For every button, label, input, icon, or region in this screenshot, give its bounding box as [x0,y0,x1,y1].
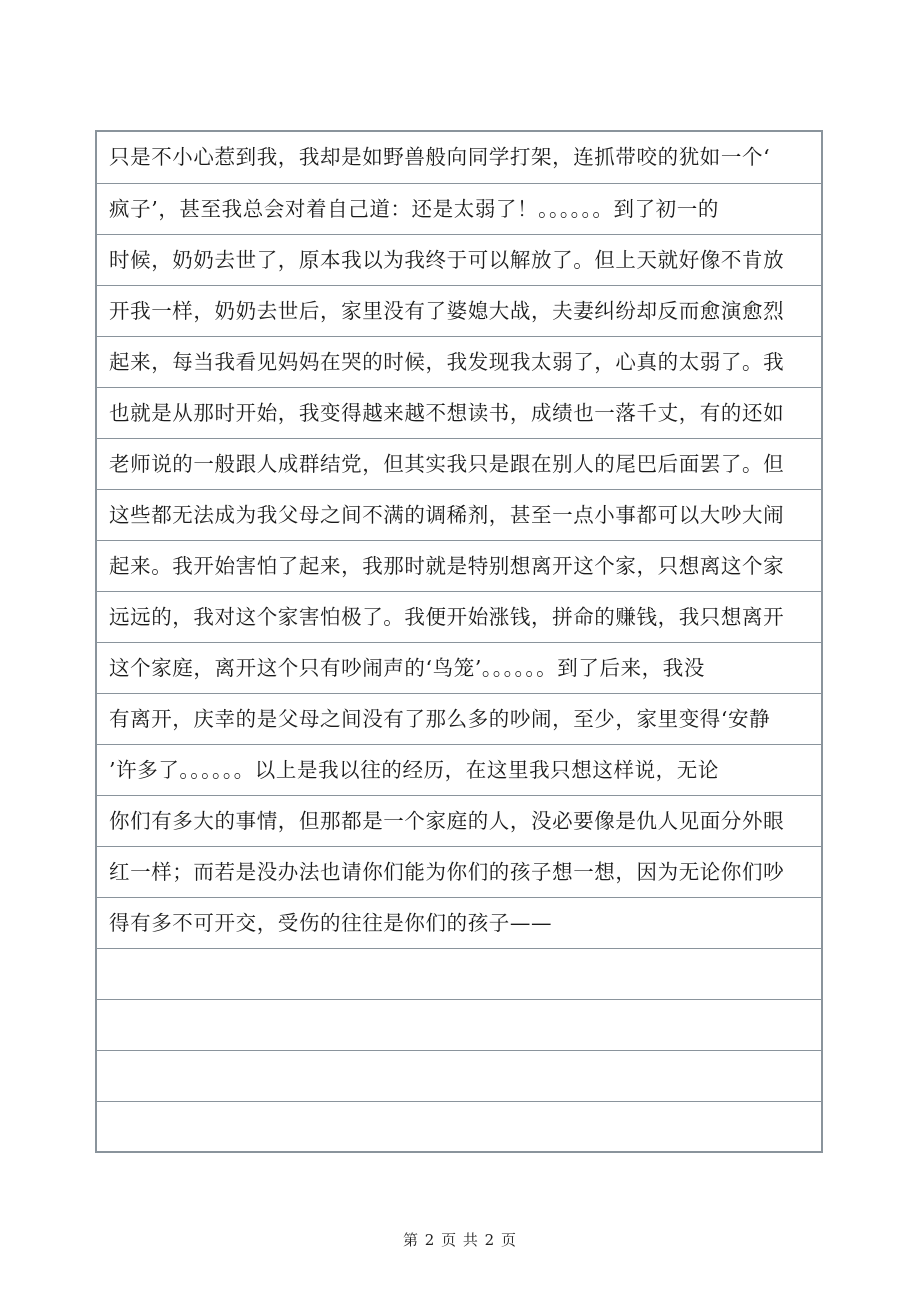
ruled-line-2 [97,183,821,234]
line-text: 疯子’，甚至我总会对着自己道：还是太弱了！。。。。。。到了初一的 [109,197,719,221]
line-text: ’许多了。。。。。。以上是我以往的经历，在这里我只想这样说，无论 [109,758,719,782]
page-number-footer: 第 2 页 共 2 页 [403,1231,517,1249]
line-text: 老师说的一般跟人成群结党，但其实我只是跟在别人的尾巴后面罢了。但 [109,452,785,476]
ruled-line-19 [97,1050,821,1101]
line-text: 只是不小心惹到我，我却是如野兽般向同学打架，连抓带咬的犹如一个‘ [109,145,771,169]
line-text: 这些都无法成为我父母之间不满的调稀剂，甚至一点小事都可以大吵大闹 [109,503,785,527]
ruled-line-15 [97,846,821,897]
ruled-writing-sheet [95,130,823,1153]
ruled-line-4 [97,285,821,336]
ruled-line-10 [97,591,821,642]
line-text: 有离开，庆幸的是父母之间没有了那么多的吵闹，至少，家里变得‘安静 [109,707,771,731]
ruled-line-5 [97,336,821,387]
line-text: 这个家庭，离开这个只有吵闹声的‘鸟笼’。。。。。。到了后来，我没 [109,656,705,680]
ruled-line-11 [97,642,821,693]
line-text: 红一样；而若是没办法也请你们能为你们的孩子想一想，因为无论你们吵 [109,860,785,884]
ruled-line-7 [97,438,821,489]
ruled-line-9 [97,540,821,591]
ruled-line-17 [97,948,821,999]
line-text: 也就是从那时开始，我变得越来越不想读书，成绩也一落千丈，有的还如 [109,401,785,425]
line-text: 时候，奶奶去世了，原本我以为我终于可以解放了。但上天就好像不肯放 [109,248,785,272]
ruled-line-3 [97,234,821,285]
ruled-line-18 [97,999,821,1050]
line-text: 起来。我开始害怕了起来，我那时就是特别想离开这个家，只想离这个家 [109,554,785,578]
line-text: 你们有多大的事情，但那都是一个家庭的人，没必要像是仇人见面分外眼 [109,809,785,833]
ruled-line-6 [97,387,821,438]
ruled-line-13 [97,744,821,795]
ruled-line-20 [97,1101,821,1151]
ruled-line-14 [97,795,821,846]
ruled-line-8 [97,489,821,540]
line-text: 得有多不可开交，受伤的往往是你们的孩子—— [109,911,553,935]
line-text: 开我一样，奶奶去世后，家里没有了婆媳大战，夫妻纠纷却反而愈演愈烈 [109,299,785,323]
ruled-line-12 [97,693,821,744]
line-text: 起来，每当我看见妈妈在哭的时候，我发现我太弱了，心真的太弱了。我 [109,350,785,374]
ruled-line-16 [97,897,821,948]
ruled-line-1 [97,132,821,183]
line-text: 远远的，我对这个家害怕极了。我便开始涨钱，拼命的赚钱，我只想离开 [109,605,785,629]
